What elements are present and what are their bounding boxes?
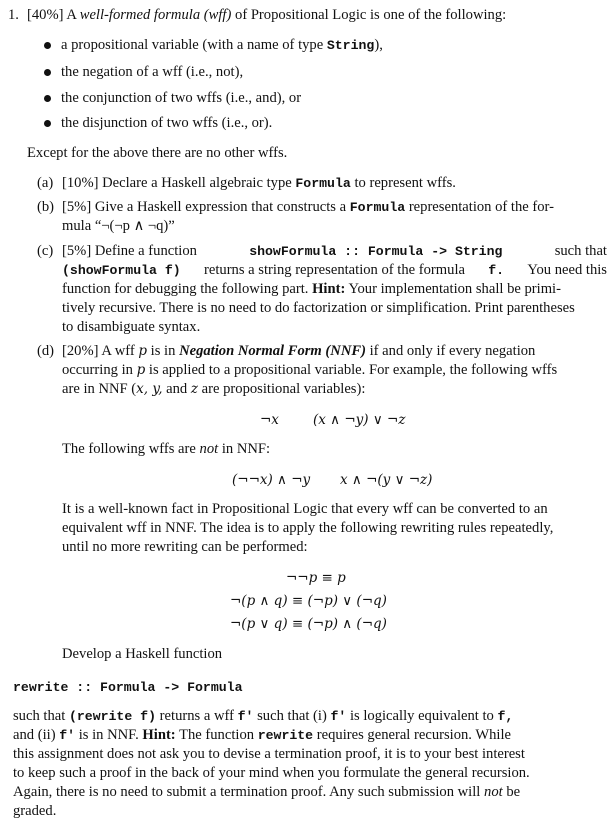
fact-line: until no more rewriting can be performed: [62,539,308,555]
intro-abbr: (wff) [203,7,232,23]
fact-line: It is a well-known fact in Propositional Logic that every wff can be converted to an [62,501,548,517]
bullet-item: the disjunction of two wffs (i.e., or). [61,115,273,131]
rewrite-line2: and (ii) f' is in NNF. Hint: The function rewrite requires general recursion. While [13,727,511,743]
bullet-item: the conjunction of two wffs (i.e., and), or [61,90,302,106]
bullet-dot [44,95,51,102]
rewrite-signature: rewrite :: Formula -> Formula [13,680,243,695]
part-c-label: (c) [37,243,54,259]
nnf-example: (x ∧ ¬y) ∨ ¬z [313,412,406,428]
non-nnf-example: (¬¬x) ∧ ¬y [232,472,311,488]
part-b-line1: [5%] Give a Haskell expression that constructs a Formula representation of the for- [62,199,554,215]
rewrite-line4: to keep such a proof in the back of your mind when you formulate the general recursion. [13,765,530,781]
code-string: String [326,38,375,53]
bullet-item: the negation of a wff (i.e., not), [61,64,244,80]
part-d-label: (d) [37,343,55,359]
rewrite-line3: this assignment does not ask you to devise a termination proof, it is to your best interest [13,746,525,762]
nnf-term: Negation Normal Form (NNF) [179,343,366,359]
part-c-line5: to disambiguate syntax. [62,319,201,335]
not-nnf-intro: The following wffs are not in NNF: [62,441,271,457]
intro-term: well-formed formula [79,7,201,23]
bullet-dot [44,69,51,76]
rewrite-rule: ¬(p ∧ q) ≡ (¬p) ∨ (¬q) [230,593,387,609]
part-c-line4: tively recursive. There is no need to do factorization or simplification. Print parentheses [62,300,575,316]
hint-label: Hint: [312,281,346,297]
question-intro [27,6,506,25]
bullet-dot [44,120,51,127]
part-d-line3: are in NNF (x, y, and z are propositional variables): [62,381,366,397]
question-number: 1. [8,7,19,23]
part-c-line3: function for debugging the following part. Hint: Your implementation shall be primi- [62,281,561,297]
rewrite-rule: ¬¬p ≡ p [286,570,346,586]
hint-label: Hint: [142,727,176,743]
intro-a: A [66,7,77,23]
code-formula: Formula [295,176,351,191]
code-formula: Formula [349,200,406,215]
part-c-line2: (showFormula f) returns a string representation of the formula f. You need this [62,262,607,278]
rewrite-line6: graded. [13,803,57,819]
fact-line: equivalent wff in NNF. The idea is to apply the following rewriting rules repeatedly, [62,520,554,536]
intro-b: of Propositional Logic is one of the following: [235,7,507,23]
code-f: f. [488,263,505,278]
rewrite-line1: such that (rewrite f) returns a wff f' such that (i) f' is logically equivalent to f, [13,708,514,724]
part-d-line2: occurring in p is applied to a propositional variable. For example, the following wffs [62,362,558,378]
non-nnf-example: x ∧ ¬(y ∨ ¬z) [340,472,433,488]
part-d-line1: [20%] A wff p is in Negation Normal Form (NNF) if and only if every negation [62,343,536,359]
bullet-item: a propositional variable (with a name of type String), [61,37,383,53]
question-weight: [40%] [27,7,64,23]
code-showformula-sig: showFormula :: Formula -> String [249,244,503,259]
develop-line: Develop a Haskell function [62,646,223,662]
except-note: Except for the above there are no other wffs. [27,145,288,161]
part-c-line1: [5%] Define a function showFormula :: Formula -> String such that [62,243,607,259]
part-b-label: (b) [37,199,55,215]
rewrite-line5: Again, there is no need to submit a termination proof. Any such submission will not be [13,784,521,800]
code-showformula-call: (showFormula f) [62,263,181,278]
part-b-line2: mula “¬(¬p ∧ ¬q)” [62,218,175,234]
part-a-text: [10%] Declare a Haskell algebraic type Formula to represent wffs. [62,175,456,191]
nnf-example: ¬x [260,412,279,428]
bullet-dot [44,42,51,49]
part-a-label: (a) [37,175,54,191]
rewrite-rule: ¬(p ∨ q) ≡ (¬p) ∧ (¬q) [230,616,387,632]
